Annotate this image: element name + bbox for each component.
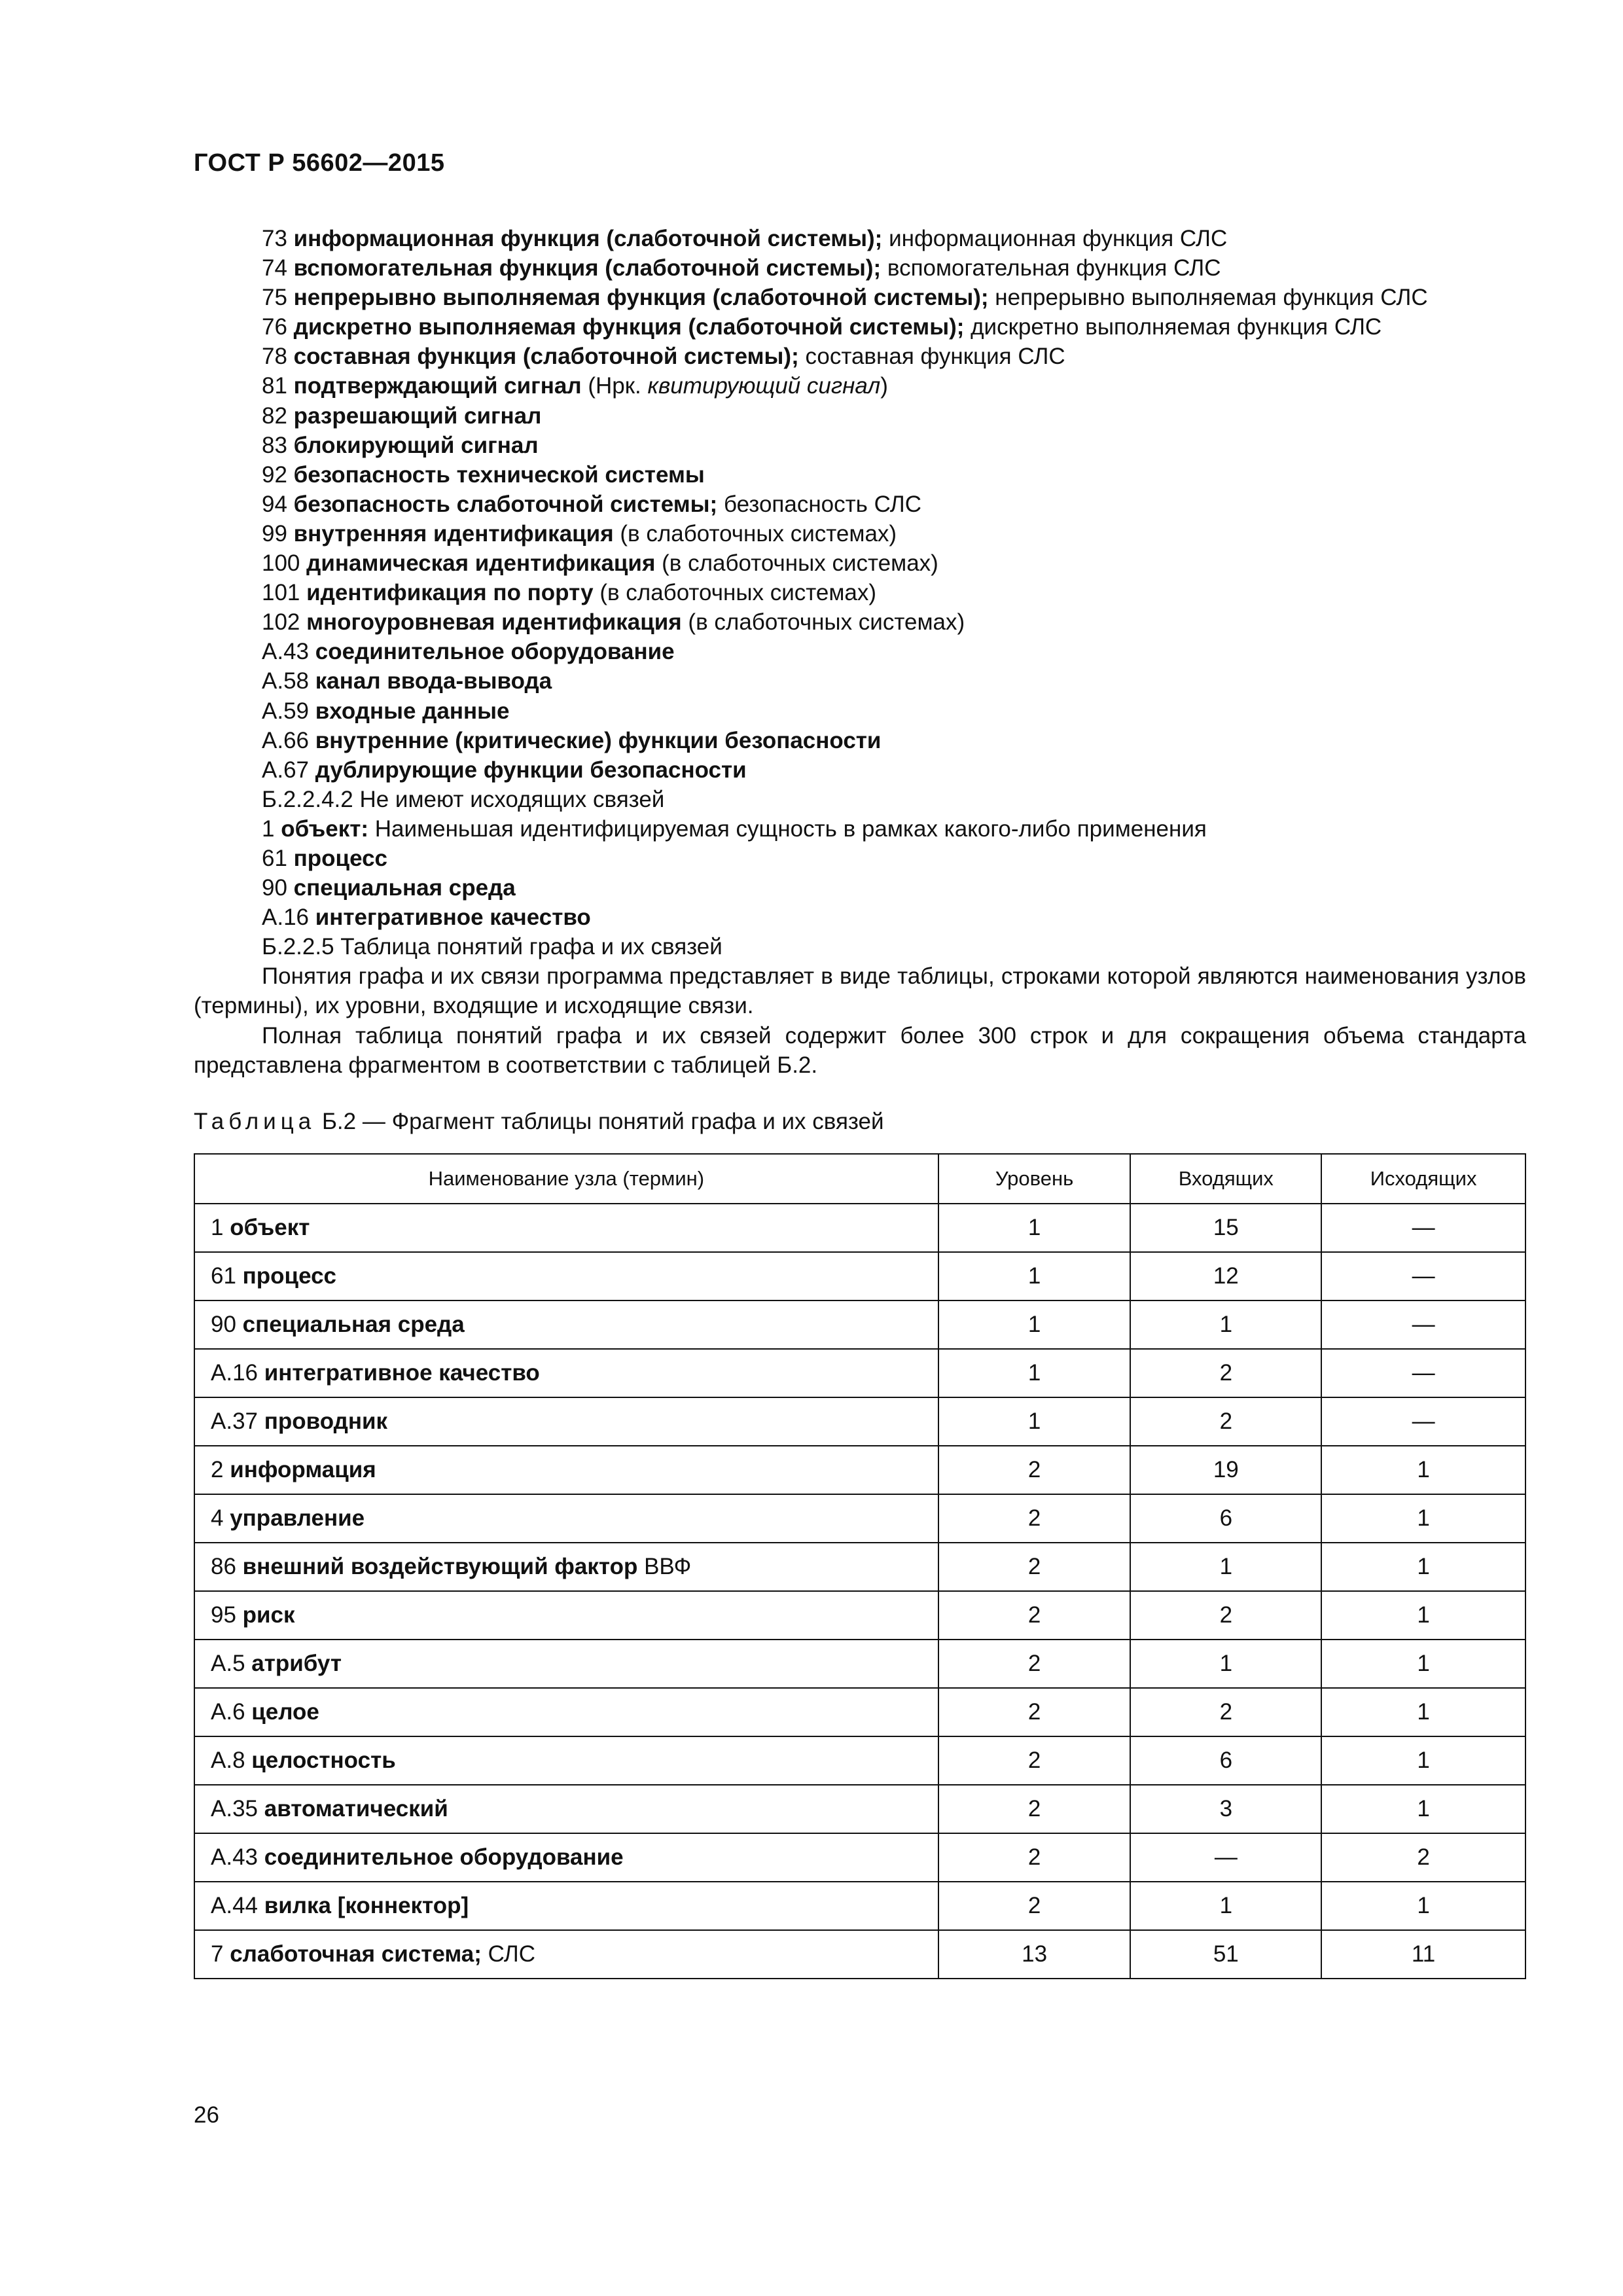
term-num: А.44: [211, 1893, 264, 1918]
standard-code-header: ГОСТ Р 56602—2015: [194, 149, 445, 177]
term-line-run: А.43: [262, 639, 315, 665]
term-line-run: 1: [262, 816, 281, 842]
term-line-run: А.16: [262, 905, 315, 931]
table-row: [194, 1785, 1525, 1833]
cell-incoming: 6: [1130, 1736, 1321, 1785]
term-num: А.5: [211, 1651, 252, 1676]
term-line: [194, 932, 1526, 961]
table-row: [194, 1591, 1525, 1640]
cell-outgoing: —: [1321, 1252, 1525, 1300]
term-num: 2: [211, 1457, 230, 1482]
cell-term: [194, 1591, 938, 1640]
term-num: А.37: [211, 1408, 264, 1434]
cell-level: 1: [938, 1204, 1131, 1252]
term-line: [194, 637, 1526, 666]
cell-outgoing: —: [1321, 1349, 1525, 1397]
term-num: А.43: [211, 1844, 264, 1870]
cell-level: 2: [938, 1736, 1131, 1785]
term-line-run: 92: [262, 461, 294, 488]
cell-incoming: 1: [1130, 1300, 1321, 1349]
term-line-run: канал ввода-вывода: [315, 668, 552, 694]
cell-term: [194, 1349, 938, 1397]
term-num: А.6: [211, 1699, 252, 1725]
term-line-run: блокирующий сигнал: [293, 432, 539, 458]
cell-term: [194, 1785, 938, 1833]
cell-incoming: 15: [1130, 1204, 1321, 1252]
cell-level: 13: [938, 1930, 1131, 1979]
term-line-run: дублирующие функции безопасности: [315, 757, 747, 783]
term-line-run: непрерывно выполняемая функция (слаботочной системы);: [293, 285, 989, 311]
cell-level: 2: [938, 1640, 1131, 1688]
cell-incoming: 2: [1130, 1349, 1321, 1397]
table-row: [194, 1494, 1525, 1543]
table-row: [194, 1688, 1525, 1736]
cell-term: [194, 1252, 938, 1300]
term-line-run: А.67: [262, 757, 315, 783]
cell-term: [194, 1446, 938, 1494]
term-line-run: подтверждающий сигнал: [293, 373, 582, 399]
term-line-run: 74: [262, 255, 294, 281]
term-line-run: (в слаботочных системах): [681, 609, 965, 636]
term-line-run: ): [880, 373, 888, 399]
cell-level: 2: [938, 1591, 1131, 1640]
header-level: Уровень: [938, 1154, 1131, 1204]
term-num: 86: [211, 1554, 243, 1579]
term-line-run: 82: [262, 403, 294, 429]
term-line: [194, 283, 1526, 312]
term-line-run: безопасность технической системы: [293, 461, 705, 488]
term-line-run: 100: [262, 550, 307, 577]
term-term: внешний воздействующий фактор: [242, 1554, 638, 1579]
term-line-run: А.66: [262, 727, 315, 753]
term-num: 90: [211, 1312, 243, 1337]
term-line: [194, 519, 1526, 548]
term-term: проводник: [264, 1408, 387, 1434]
term-tail: СЛС: [481, 1941, 535, 1967]
term-term: риск: [242, 1602, 295, 1628]
term-line-run: информационная функция СЛС: [882, 226, 1228, 251]
term-num: А.16: [211, 1360, 264, 1386]
cell-term: [194, 1300, 938, 1349]
term-line: [194, 903, 1526, 932]
term-line-run: (Нрк.: [581, 373, 648, 399]
term-num: 1: [211, 1215, 230, 1240]
table-row: [194, 1736, 1525, 1785]
term-line: [194, 224, 1526, 253]
term-term: автоматический: [264, 1796, 448, 1821]
term-line: [194, 755, 1526, 785]
term-list: [194, 224, 1526, 961]
table-row: [194, 1204, 1525, 1252]
term-line-run: (в слаботочных системах): [613, 520, 897, 547]
cell-level: 2: [938, 1494, 1131, 1543]
terms-table: [194, 1153, 1526, 1979]
term-line-run: 76: [262, 314, 294, 340]
term-line-run: 102: [262, 609, 307, 636]
cell-term: [194, 1736, 938, 1785]
term-line-run: 94: [262, 491, 294, 517]
cell-term: [194, 1204, 938, 1252]
term-term: соединительное оборудование: [264, 1844, 624, 1870]
cell-incoming: 2: [1130, 1397, 1321, 1446]
table-row: [194, 1300, 1525, 1349]
term-line: [194, 253, 1526, 283]
term-tail: ВВФ: [637, 1554, 692, 1579]
cell-outgoing: 1: [1321, 1882, 1525, 1930]
cell-outgoing: 11: [1321, 1930, 1525, 1979]
term-line: [194, 696, 1526, 726]
cell-incoming: 2: [1130, 1688, 1321, 1736]
cell-outgoing: 1: [1321, 1591, 1525, 1640]
term-line-run: 81: [262, 373, 294, 399]
term-line-run: непрерывно выполняемая функция СЛС: [988, 285, 1428, 311]
cell-term: [194, 1882, 938, 1930]
term-line-run: входные данные: [315, 698, 510, 724]
table-body: [194, 1204, 1525, 1979]
cell-incoming: 3: [1130, 1785, 1321, 1833]
term-line-run: специальная среда: [293, 875, 516, 901]
cell-outgoing: 2: [1321, 1833, 1525, 1882]
cell-outgoing: 1: [1321, 1785, 1525, 1833]
term-term: информация: [230, 1457, 376, 1482]
term-line-run: процесс: [293, 845, 388, 871]
header-outgoing: Исходящих: [1321, 1154, 1525, 1204]
cell-level: 2: [938, 1688, 1131, 1736]
cell-level: 1: [938, 1300, 1131, 1349]
cell-incoming: —: [1130, 1833, 1321, 1882]
term-line-run: динамическая идентификация: [306, 550, 656, 577]
cell-term: [194, 1688, 938, 1736]
term-line: [194, 578, 1526, 607]
term-num: А.8: [211, 1748, 252, 1773]
cell-outgoing: 1: [1321, 1494, 1525, 1543]
term-line: [194, 431, 1526, 460]
cell-outgoing: —: [1321, 1397, 1525, 1446]
table-caption-title: Б.2 — Фрагмент таблицы понятий графа и их связей: [315, 1109, 884, 1134]
cell-incoming: 1: [1130, 1640, 1321, 1688]
term-line: [194, 460, 1526, 490]
cell-outgoing: —: [1321, 1300, 1525, 1349]
cell-incoming: 1: [1130, 1882, 1321, 1930]
term-line-run: Наименьшая идентифицируемая сущность в рамках какого-либо применения: [368, 816, 1207, 842]
term-line-run: А.59: [262, 698, 315, 724]
term-line: [194, 844, 1526, 873]
term-term: объект: [230, 1215, 310, 1240]
term-line: [194, 490, 1526, 519]
term-line-run: Б.2.2.5 Таблица понятий графа и их связей: [262, 934, 722, 960]
term-line-run: безопасность слаботочной системы;: [293, 491, 718, 517]
cell-level: 2: [938, 1785, 1131, 1833]
cell-outgoing: 1: [1321, 1640, 1525, 1688]
table-row: [194, 1397, 1525, 1446]
term-term: слаботочная система;: [230, 1941, 482, 1967]
table-row: [194, 1446, 1525, 1494]
term-line-run: 101: [262, 580, 307, 606]
term-term: целое: [251, 1699, 319, 1725]
header-incoming: Входящих: [1130, 1154, 1321, 1204]
term-line-run: информационная функция (слаботочной системы);: [293, 226, 883, 251]
cell-incoming: 1: [1130, 1543, 1321, 1591]
page-number: 26: [194, 2102, 219, 2128]
cell-level: 1: [938, 1397, 1131, 1446]
table-row: [194, 1349, 1525, 1397]
paragraph-table-fragment-note: Полная таблица понятий графа и их связей содержит более 300 строк и для сокращения объема стандарта представлена фрагментом в соответствии с таблицей Б.2.: [194, 1022, 1526, 1078]
term-term: специальная среда: [242, 1312, 465, 1337]
term-line: [194, 312, 1526, 342]
body-text: [194, 224, 1526, 1080]
term-line: [194, 342, 1526, 371]
cell-level: 2: [938, 1446, 1131, 1494]
term-line-run: 75: [262, 285, 294, 311]
term-term: целостность: [251, 1748, 396, 1773]
cell-term: [194, 1833, 938, 1882]
term-line: [194, 666, 1526, 696]
term-term: атрибут: [251, 1651, 342, 1676]
term-term: интегративное качество: [264, 1360, 540, 1386]
term-line-run: объект:: [281, 816, 369, 842]
term-line-run: составная функция СЛС: [798, 344, 1065, 370]
header-term: Наименование узла (термин): [194, 1154, 938, 1204]
term-line-run: 78: [262, 344, 294, 370]
term-line-run: вспомогательная функция СЛС: [881, 255, 1221, 281]
term-line-run: интегративное качество: [315, 905, 591, 931]
cell-level: 1: [938, 1349, 1131, 1397]
term-line-run: 83: [262, 432, 294, 458]
term-line: [194, 607, 1526, 637]
cell-outgoing: 1: [1321, 1446, 1525, 1494]
term-num: А.35: [211, 1796, 264, 1821]
cell-outgoing: 1: [1321, 1688, 1525, 1736]
term-num: 61: [211, 1263, 243, 1289]
term-line-run: (в слаботочных системах): [655, 550, 938, 577]
term-line-run: соединительное оборудование: [315, 639, 675, 665]
table-row: [194, 1833, 1525, 1882]
cell-term: [194, 1494, 938, 1543]
term-line: [194, 371, 1526, 401]
cell-incoming: 2: [1130, 1591, 1321, 1640]
term-line-run: квитирующий сигнал: [647, 373, 881, 399]
table-caption: [194, 1109, 884, 1135]
term-line-run: составная функция (слаботочной системы);: [293, 344, 799, 370]
term-term: управление: [230, 1505, 365, 1531]
term-line: [194, 785, 1526, 814]
table-row: [194, 1930, 1525, 1979]
term-line-run: 90: [262, 875, 294, 901]
cell-level: 2: [938, 1833, 1131, 1882]
table-row: [194, 1882, 1525, 1930]
cell-term: [194, 1543, 938, 1591]
term-line-run: 73: [262, 226, 294, 251]
term-line-run: дискретно выполняемая функция СЛС: [964, 314, 1382, 340]
table-row: [194, 1252, 1525, 1300]
term-num: 7: [211, 1941, 230, 1967]
cell-level: 2: [938, 1882, 1131, 1930]
paragraph-table-description: Понятия графа и их связи программа представляет в виде таблицы, строками которой являются наименования узлов (термины), их уровни, входящие и исходящие связи.: [194, 963, 1526, 1019]
cell-incoming: 12: [1130, 1252, 1321, 1300]
term-line-run: безопасность СЛС: [717, 491, 921, 517]
table-row: [194, 1543, 1525, 1591]
cell-term: [194, 1930, 938, 1979]
cell-term: [194, 1640, 938, 1688]
term-line-run: вспомогательная функция (слаботочной системы);: [293, 255, 882, 281]
term-term: процесс: [242, 1263, 337, 1289]
cell-outgoing: 1: [1321, 1736, 1525, 1785]
cell-incoming: 19: [1130, 1446, 1321, 1494]
term-line-run: 61: [262, 845, 294, 871]
cell-outgoing: 1: [1321, 1543, 1525, 1591]
term-term: вилка [коннектор]: [264, 1893, 469, 1918]
table-row: [194, 1640, 1525, 1688]
term-line-run: (в слаботочных системах): [593, 580, 877, 606]
cell-level: 2: [938, 1543, 1131, 1591]
cell-outgoing: —: [1321, 1204, 1525, 1252]
term-line: [194, 814, 1526, 844]
term-line-run: Б.2.2.4.2 Не имеют исходящих связей: [262, 786, 665, 812]
term-num: 4: [211, 1505, 230, 1531]
term-line-run: дискретно выполняемая функция (слаботочной системы);: [293, 314, 965, 340]
term-line-run: внутренние (критические) функции безопасности: [315, 727, 882, 753]
term-line-run: А.58: [262, 668, 315, 694]
term-line-run: многоуровневая идентификация: [306, 609, 682, 636]
term-line: [194, 548, 1526, 578]
term-line-run: идентификация по порту: [306, 580, 594, 606]
term-line-run: разрешающий сигнал: [293, 403, 542, 429]
term-line-run: внутренняя идентификация: [293, 520, 614, 547]
cell-level: 1: [938, 1252, 1131, 1300]
term-line: [194, 726, 1526, 755]
term-line: [194, 873, 1526, 903]
cell-incoming: 6: [1130, 1494, 1321, 1543]
table-header-row: [194, 1154, 1525, 1204]
term-num: 95: [211, 1602, 243, 1628]
term-line: [194, 401, 1526, 431]
cell-incoming: 51: [1130, 1930, 1321, 1979]
table-caption-label: Таблица: [194, 1109, 316, 1134]
cell-term: [194, 1397, 938, 1446]
term-line-run: 99: [262, 520, 294, 547]
